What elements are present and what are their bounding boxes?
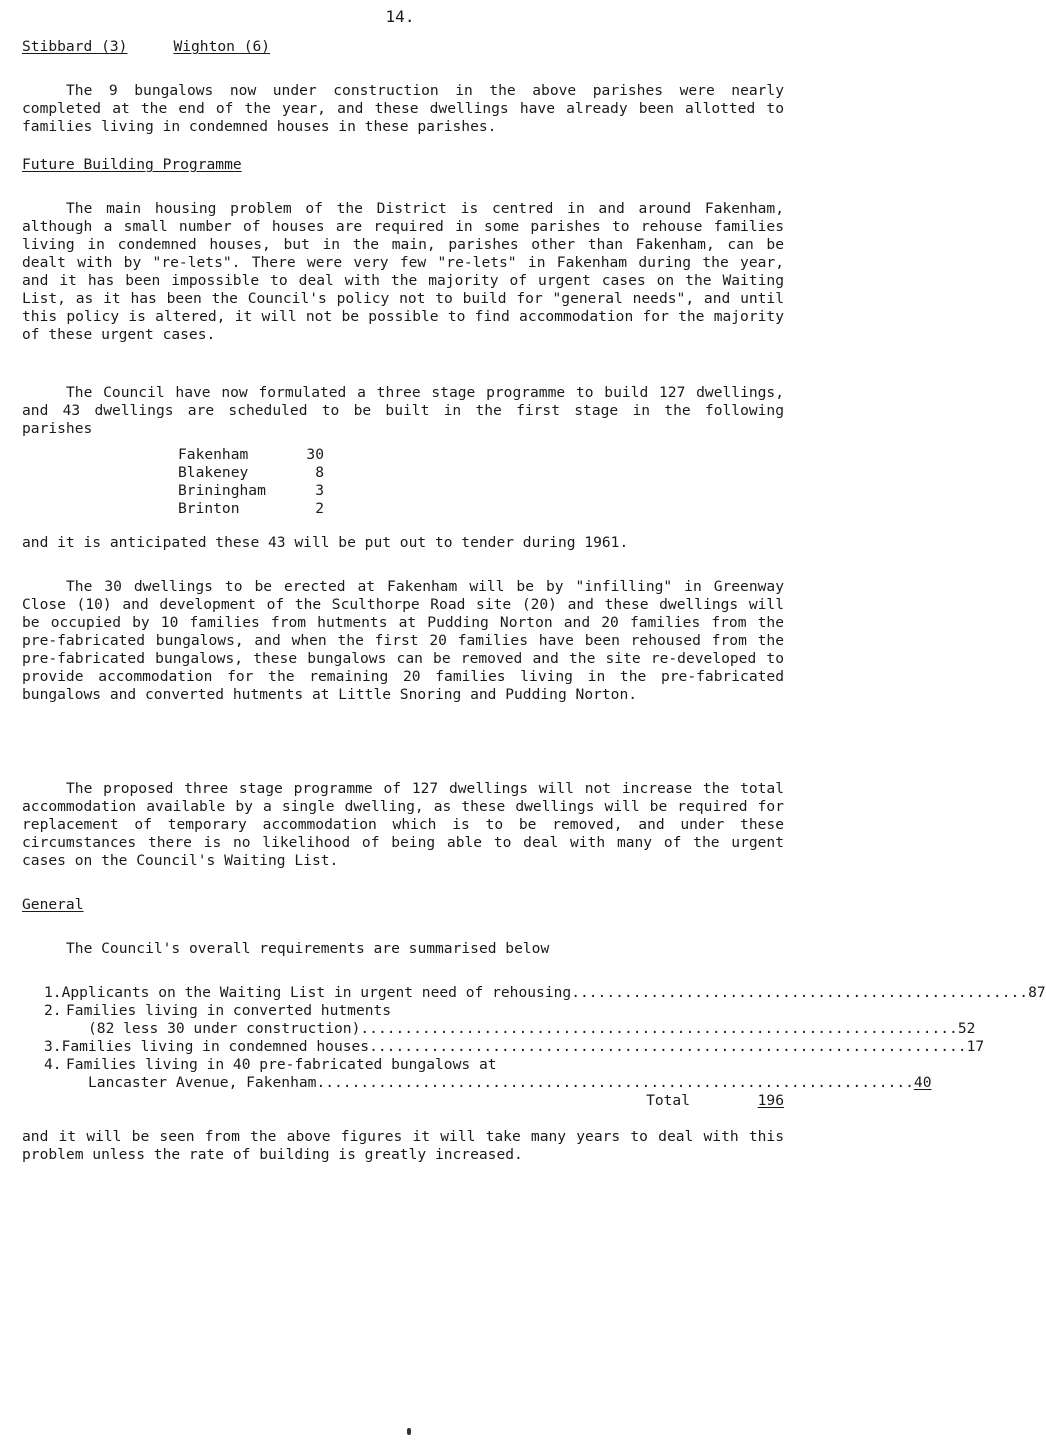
scan-mark <box>407 1428 411 1435</box>
parish-row <box>178 482 324 500</box>
paragraph-summary-intro: The Council's overall requirements are summarised below <box>66 940 550 957</box>
parish-row <box>178 500 324 518</box>
general-heading: General <box>22 896 84 913</box>
requirement-text: Lancaster Avenue, Fakenham <box>88 1074 317 1091</box>
parish-row <box>178 446 324 464</box>
requirement-row: 4. Families living in 40 pre-fabricated bungalows at <box>44 1056 497 1073</box>
paragraph-main-problem: The main housing problem of the District is centred in and around Fakenham, although a small number of houses are required in some parishes to rehouse families living in condemned houses, but in the main, parishes other than Fakenham, can be dealt with by "re-lets". There were very few "re-lets" in Fakenham during the year, and it has been impossible to deal with the majority of urgent cases on the Waiting List, as it has been the Council's policy not to build for "general needs", and until this policy is altered, it will not be possible to find accommodation for the majority of these urgent cases. <box>22 200 784 343</box>
requirement-value: 17 <box>966 1038 985 1055</box>
total-value: 196 <box>757 1092 784 1109</box>
requirement-text: Families living in 40 pre-fabricated bungalows at <box>66 1056 497 1073</box>
requirement-text: Families living in converted hutments <box>66 1002 392 1019</box>
requirements-list <box>44 984 1046 1110</box>
paragraph-tender: and it is anticipated these 43 will be put out to tender during 1961. <box>22 534 629 551</box>
parish-count: 30 <box>306 446 324 463</box>
page-number: 14. <box>385 7 415 26</box>
paragraph-three-stage: The Council have now formulated a three stage programme to build 127 dwellings, and 43 dwellings are scheduled to be built in the first stage in the following parishes <box>22 384 784 437</box>
requirement-value: 40 <box>913 1074 932 1091</box>
parish-count: 3 <box>315 482 324 499</box>
requirement-text: (82 less 30 under construction) <box>88 1020 361 1037</box>
future-building-heading: Future Building Programme <box>22 156 242 173</box>
paragraph-bungalows: The 9 bungalows now under construction in the above parishes were nearly completed at the end of the year, and these dwellings have already been allotted to families living in condemned houses in these parishes. <box>22 82 784 135</box>
requirement-text: Families living in condemned houses <box>61 1038 370 1055</box>
parish-table <box>178 446 324 518</box>
total-label: Total <box>646 1092 690 1109</box>
parish-count: 2 <box>315 500 324 517</box>
leader-dots: .................................................................... <box>316 1074 914 1091</box>
paragraph-conclusion: and it will be seen from the above figures it will take many years to deal with this problem unless the rate of building is greatly increased. <box>22 1128 784 1163</box>
requirement-row: 3. Families living in condemned houses .................................................................... 17 <box>44 1038 985 1055</box>
paragraph-thirty-dwellings: The 30 dwellings to be erected at Fakenham will be by "infilling" in Greenway Close (10) and development of the Sculthorpe Road site (20) and these dwellings will be occupied by 10 families from hutments at Pudding Norton and 20 families from the pre-fabricated bungalows, and when the first 20 families have been rehoused from the pre-fabricated bungalows, these bungalows can be removed and the site re-developed to provide accommodation for the remaining 20 families living in the pre-fabricated bungalows and converted hutments at Little Snoring and Pudding Norton. <box>22 578 784 703</box>
requirement-text: Applicants on the Waiting List in urgent need of rehousing <box>61 984 572 1001</box>
requirement-value: 87 <box>1028 984 1046 1001</box>
section-heading <box>22 38 270 56</box>
parish-name: Blakeney <box>178 464 249 481</box>
parish-row <box>178 464 324 482</box>
parish-name: Briningham <box>178 482 266 499</box>
requirement-row: 2. Families living in converted hutments <box>44 1002 392 1019</box>
total-row <box>44 1092 784 1110</box>
requirement-row-cont <box>44 1020 976 1038</box>
paragraph-proposed: The proposed three stage programme of 127 dwellings will not increase the total accommodation available by a single dwelling, as these dwellings will be required for replacement of temporary accommodation which is to be removed, and under these circumstances there is no likelihood of being able to deal with many of the urgent cases on the Council's Waiting List. <box>22 780 784 869</box>
requirement-row-cont <box>44 1074 932 1092</box>
leader-dots: .................................................................... <box>369 1038 967 1055</box>
leader-dots: .................................................... <box>571 984 1029 1001</box>
parish-name: Fakenham <box>178 446 249 463</box>
heading-wighton: Wighton (6) <box>173 38 271 55</box>
leader-dots: .................................................................... <box>360 1020 958 1037</box>
parish-count: 8 <box>315 464 324 481</box>
parish-name: Brinton <box>178 500 240 517</box>
requirement-row: 1. Applicants on the Waiting List in urgent need of rehousing .................................................... 87 <box>44 984 1046 1001</box>
heading-stibbard: Stibbard (3) <box>22 38 128 55</box>
requirement-value: 52 <box>957 1020 976 1037</box>
